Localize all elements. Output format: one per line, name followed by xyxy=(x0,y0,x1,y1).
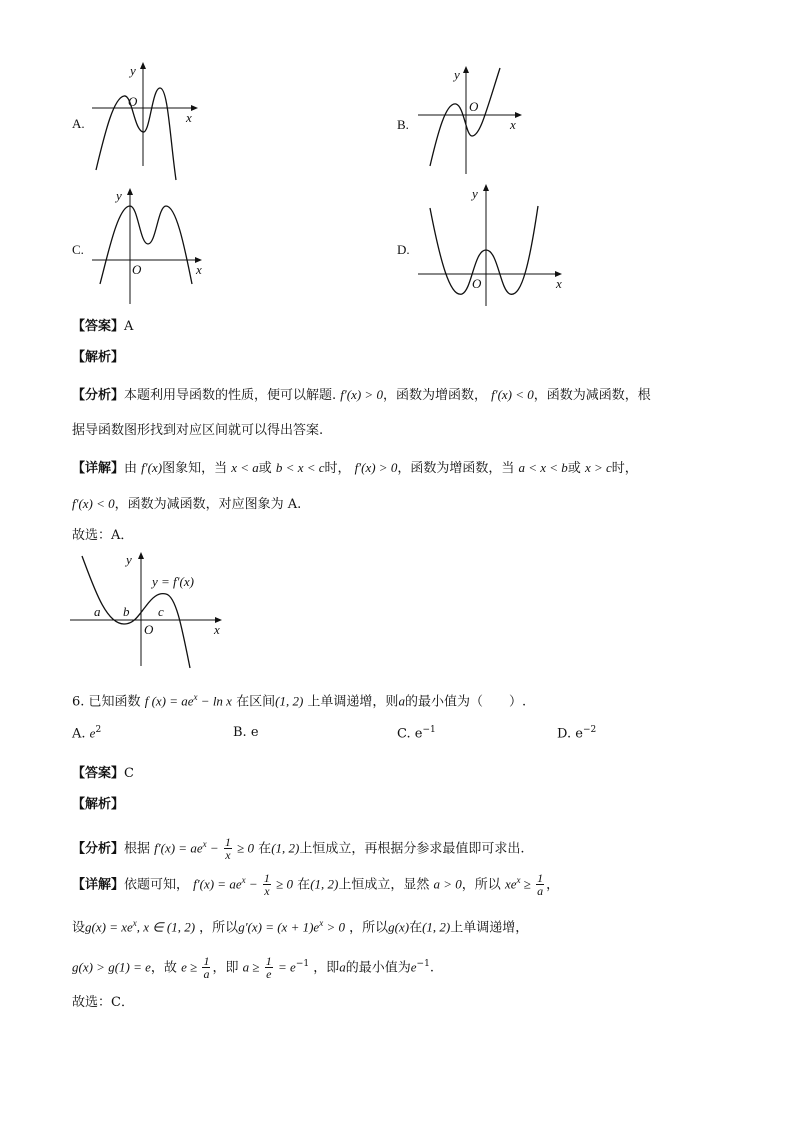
q5-figure-x-label: x xyxy=(214,622,220,637)
q6-xiangjie-line2: 设$g(x) = xe^x$, x ∈ (1, 2) ，所以$g'(x) = (x + 1)e^x > 0$ ，所以g(x)在(1, 2)上单调递增， xyxy=(72,918,529,936)
q6-analysis-tag: 【解析】 xyxy=(72,797,125,812)
option-d-origin: O xyxy=(472,276,482,291)
option-b-x-label: x xyxy=(510,117,516,132)
option-b-y-label: y xyxy=(454,67,460,82)
option-c-label: C. xyxy=(72,242,84,257)
q5-choose: 故选：A． xyxy=(72,528,134,543)
q6-xj1-fraction: $\frac{1}{x}$ xyxy=(263,871,270,899)
option-a-x-label: x xyxy=(186,110,192,125)
q6-option-a: A. $e^2$ xyxy=(72,725,102,742)
q6-xj3-fraction2: $\frac{1}{e}$ xyxy=(265,954,272,982)
q6-xiangjie-line3: g(x) > g(1) = e，故 e ≥ $\frac{1}{a}$ ，即 a ≥ $\frac{1}{e}$ = $e^{-1}$ ，即a的最小值为$e^{-1}$. xyxy=(72,954,434,982)
q6-choose: 故选：C． xyxy=(72,995,134,1010)
option-c-x-label: x xyxy=(196,262,202,277)
q6-option-d: D. $e^{-2}$ xyxy=(557,725,597,742)
option-c-graph xyxy=(88,184,212,306)
q5-figure-y-label: y xyxy=(126,552,132,567)
q5-answer: 【答案】A xyxy=(72,319,134,334)
q6-option-b: B. e xyxy=(233,725,259,740)
option-a-y-label: y xyxy=(130,63,136,78)
option-c-origin: O xyxy=(132,262,142,277)
option-d-label: D. xyxy=(397,242,410,257)
q6-xj1-fraction2: $\frac{1}{a}$ xyxy=(537,871,544,899)
q5-xiangjie-line2: f′(x) < 0，函数为减函数，对应图象为 A. xyxy=(72,496,302,512)
option-b-graph xyxy=(414,62,534,182)
option-d-graph xyxy=(414,180,570,308)
q5-analysis-tag: 【解析】 xyxy=(72,350,125,365)
q6-fenxi-fraction: $\frac{1}{x}$ xyxy=(224,835,231,863)
q5-derivative-figure xyxy=(68,548,234,672)
q5-fenxi-line1: 【分析】本题利用导函数的性质，便可以解题. f′(x) > 0，函数为增函数， f′(x) < 0，函数为减函数，根 xyxy=(72,387,651,403)
q5-fenxi-line2: 据导函数图形找到对应区间就可以得出答案. xyxy=(72,423,324,438)
q6-xj3-fraction: $\frac{1}{a}$ xyxy=(203,954,210,982)
option-d-y-label: y xyxy=(472,186,478,201)
q6-fenxi: 【分析】根据 $f'(x) = ae^x$ − $\frac{1}{x}$ ≥ 0 在(1, 2)上恒成立，再根据分参求最值即可求出. xyxy=(72,835,525,863)
option-b-origin: O xyxy=(469,99,479,114)
q5-figure-origin: O xyxy=(144,622,154,637)
q6-xiangjie-line1: 【详解】依题可知， $f'(x) = ae^x$ − $\frac{1}{x}$ ≥ 0 在(1, 2)上恒成立，显然 a > 0，所以 $xe^x$ ≥ $\frac{1}{a}$ ， xyxy=(72,871,560,899)
q6-stem: 6. 已知函数 f $(x) = ae^x - \ln x$ 在区间(1, 2) 上单调递增，则a的最小值为（ ）. xyxy=(72,692,527,710)
q5-xiangjie-line1: 【详解】由 f′(x)图象知，当 x < a或 b < x < c时， f′(x) > 0，函数为增函数，当 a < x < b或 x > c时， xyxy=(72,460,638,476)
option-a-origin: O xyxy=(128,94,138,109)
q6-option-c: C. $e^{-1}$ xyxy=(397,725,436,742)
option-a-graph xyxy=(88,58,208,188)
option-d-x-label: x xyxy=(556,276,562,291)
option-a-label: A. xyxy=(72,116,85,131)
q5-figure-b: b xyxy=(123,604,130,619)
q6-answer: 【答案】C xyxy=(72,766,134,781)
q5-figure-c: c xyxy=(158,604,164,619)
q5-figure-curve-label: y = f′(x) xyxy=(152,574,194,589)
option-c-y-label: y xyxy=(116,188,122,203)
option-b-label: B. xyxy=(397,117,409,132)
q5-figure-a: a xyxy=(94,604,101,619)
